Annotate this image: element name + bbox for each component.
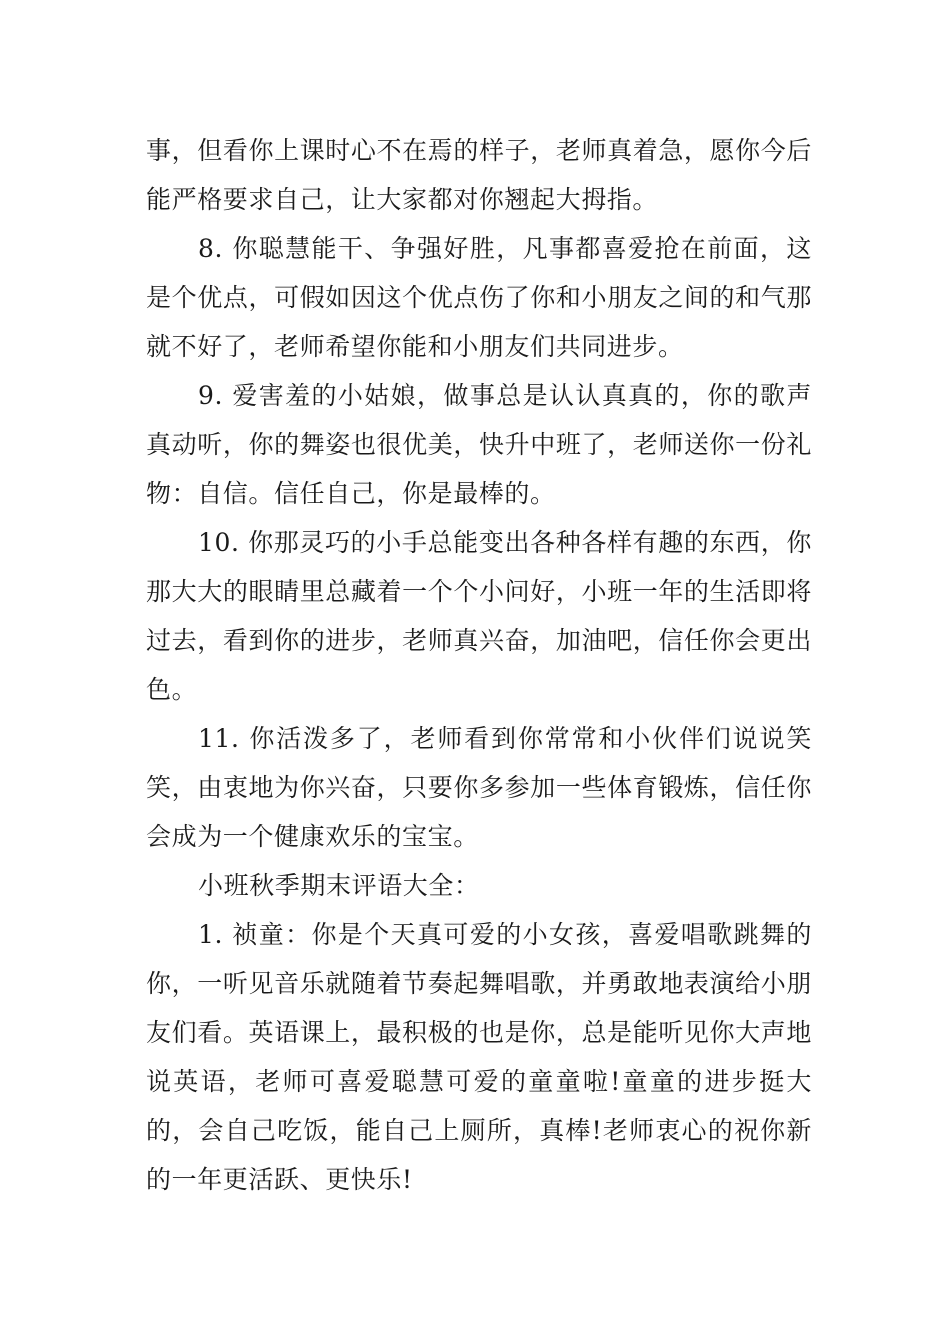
paragraph-continued: 事，但看你上课时心不在焉的样子，老师真着急，愿你今后能严格要求自己，让大家都对你翘起大拇指。 (146, 136, 812, 214)
paragraph-item-11: 11. 你活泼多了，老师看到你常常和小伙伴们说说笑笑，由衷地为你兴奋，只要你多参加一些体育锻炼，信任你会成为一个健康欢乐的宝宝。 (146, 724, 812, 851)
paragraph-item-10: 10. 你那灵巧的小手总能变出各种各样有趣的东西，你那大大的眼睛里总藏着一个个小问好，小班一年的生活即将过去，看到你的进步，老师真兴奋，加油吧，信任你会更出色。 (146, 528, 812, 704)
paragraph-item-1: 1. 祯童：你是个天真可爱的小女孩，喜爱唱歌跳舞的你，一听见音乐就随着节奏起舞唱歌，并勇敢地表演给小朋友们看。英语课上，最积极的也是你，总是能听见你大声地说英语，老师可喜爱聪慧可爱的童童啦!童童的进步挺大的，会自己吃饭，能自己上厕所，真棒!老师衷心的祝你新的一年更活跃、更快乐! (146, 920, 812, 1194)
section-heading: 小班秋季期末评语大全： (198, 871, 480, 900)
paragraph-item-8: 8. 你聪慧能干、争强好胜，凡事都喜爱抢在前面，这是个优点，可假如因这个优点伤了你和小朋友之间的和气那就不好了，老师希望你能和小朋友们共同进步。 (146, 234, 812, 361)
paragraph-item-9: 9. 爱害羞的小姑娘，做事总是认认真真的，你的歌声真动听，你的舞姿也很优美，快升中班了，老师送你一份礼物：自信。信任自己，你是最棒的。 (146, 381, 812, 508)
